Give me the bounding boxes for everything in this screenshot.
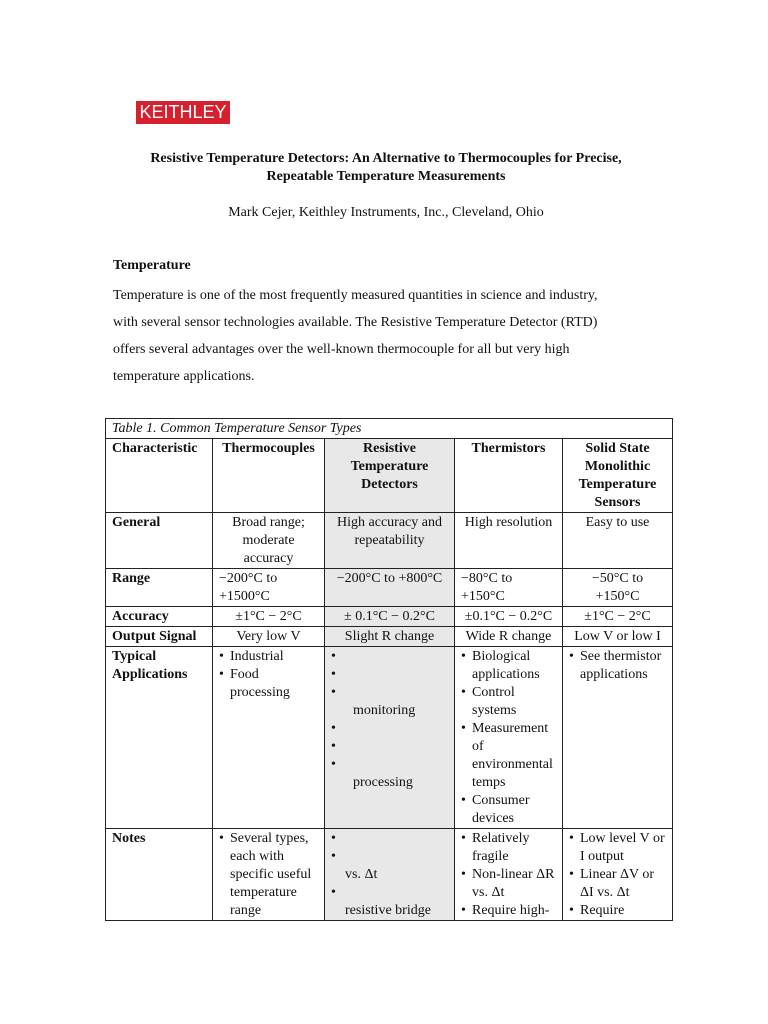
table-cell: ±0.1°C − 0.2°C xyxy=(455,607,563,627)
table-cell xyxy=(563,829,673,921)
bullet-list xyxy=(569,648,666,684)
section-heading: Temperature xyxy=(113,258,191,273)
table-cell: Broad range; moderate accuracy xyxy=(213,513,325,569)
title-line-1: Resistive Temperature Detectors: An Alternative to Thermocouples for Precise, xyxy=(150,151,622,166)
table-cell xyxy=(213,829,325,921)
list-item xyxy=(331,648,448,666)
list-item: • Consumer devices xyxy=(461,792,556,828)
row-header: Notes xyxy=(106,829,213,921)
table-cell xyxy=(325,829,455,921)
table-cell: ± 0.1°C − 0.2°C xyxy=(325,607,455,627)
table-row xyxy=(106,647,673,829)
list-item xyxy=(331,848,448,866)
document-title xyxy=(100,150,672,186)
table-cell: ±1°C − 2°C xyxy=(213,607,325,627)
table-cell: −50°C to +150°C xyxy=(563,569,673,607)
table-cell: High resolution xyxy=(455,513,563,569)
table-cell xyxy=(213,647,325,829)
list-item: • Linear ΔV or ΔI vs. Δt xyxy=(569,866,666,902)
table-row xyxy=(106,627,673,647)
table-cell: −200°C to +800°C xyxy=(325,569,455,607)
list-item: • Non-linear ΔR vs. Δt xyxy=(461,866,556,902)
column-header: Resistive Temperature Detectors xyxy=(325,439,455,513)
table-cell: −80°C to +150°C xyxy=(455,569,563,607)
bullet-list xyxy=(569,830,666,920)
table-cell: Low V or low I xyxy=(563,627,673,647)
list-item xyxy=(331,738,448,756)
column-header: Solid State Monolithic Temperature Sensors xyxy=(563,439,673,513)
table-row xyxy=(106,513,673,569)
table-cell: −200°C to +1500°C xyxy=(213,569,325,607)
column-header: Thermocouples xyxy=(213,439,325,513)
list-item: • Measurement of environmental temps xyxy=(461,720,556,792)
table-cell: Wide R change xyxy=(455,627,563,647)
list-item xyxy=(331,756,448,774)
list-item xyxy=(331,884,448,902)
table-caption: Table 1. Common Temperature Sensor Types xyxy=(106,419,673,439)
list-item xyxy=(331,720,448,738)
table-cell xyxy=(563,647,673,829)
title-line-2: Repeatable Temperature Measurements xyxy=(266,169,506,184)
keithley-logo: KEITHLEY xyxy=(136,101,230,124)
table-row xyxy=(106,607,673,627)
table-cell xyxy=(455,829,563,921)
paragraph-line: temperature applications. xyxy=(113,369,255,384)
table-cell: Easy to use xyxy=(563,513,673,569)
bullet-list xyxy=(331,830,448,920)
list-item xyxy=(331,666,448,684)
column-header: Thermistors xyxy=(455,439,563,513)
list-item: • Require high- xyxy=(461,902,556,920)
list-item: • Biological applications xyxy=(461,648,556,684)
bullet-list xyxy=(219,648,318,702)
table-cell: ±1°C − 2°C xyxy=(563,607,673,627)
table-cell: Very low V xyxy=(213,627,325,647)
list-item: • Low level V or I output xyxy=(569,830,666,866)
intro-paragraph xyxy=(113,282,653,390)
row-header: Range xyxy=(106,569,213,607)
list-item: • Relatively fragile xyxy=(461,830,556,866)
row-header: Output Signal xyxy=(106,627,213,647)
row-header: Typical Applications xyxy=(106,647,213,829)
list-item: resistive bridge xyxy=(345,903,431,918)
table-cell xyxy=(455,647,563,829)
row-header: General xyxy=(106,513,213,569)
bullet-list xyxy=(461,830,556,920)
list-item: • Food processing xyxy=(219,666,318,702)
table-caption-row xyxy=(106,419,673,439)
list-item: • Require xyxy=(569,902,666,920)
table-header-row xyxy=(106,439,673,513)
list-item: monitoring xyxy=(353,703,416,718)
column-header: Characteristic xyxy=(106,439,213,513)
row-header: Accuracy xyxy=(106,607,213,627)
bullet-list xyxy=(331,648,448,792)
table-row xyxy=(106,569,673,607)
list-item xyxy=(331,684,448,702)
paragraph-line: with several sensor technologies available. The Resistive Temperature Detector (RTD) xyxy=(113,315,598,330)
sensor-types-table xyxy=(105,418,673,921)
table-cell: High accuracy and repeatability xyxy=(325,513,455,569)
author-line: Mark Cejer, Keithley Instruments, Inc., Cleveland, Ohio xyxy=(228,205,544,220)
table-cell: Slight R change xyxy=(325,627,455,647)
list-item: • Several types, each with specific useful temperature range xyxy=(219,830,318,920)
list-item: vs. Δt xyxy=(345,867,378,882)
list-item: processing xyxy=(353,775,413,790)
list-item: • Control systems xyxy=(461,684,556,720)
list-item: • Industrial xyxy=(219,648,318,666)
bullet-list xyxy=(461,648,556,828)
table-cell xyxy=(325,647,455,829)
table-row xyxy=(106,829,673,921)
list-item: • See thermistor applications xyxy=(569,648,666,684)
paragraph-line: Temperature is one of the most frequently measured quantities in science and industry, xyxy=(113,288,598,303)
list-item xyxy=(331,830,448,848)
paragraph-line: offers several advantages over the well-known thermocouple for all but very high xyxy=(113,342,570,357)
bullet-list xyxy=(219,830,318,920)
